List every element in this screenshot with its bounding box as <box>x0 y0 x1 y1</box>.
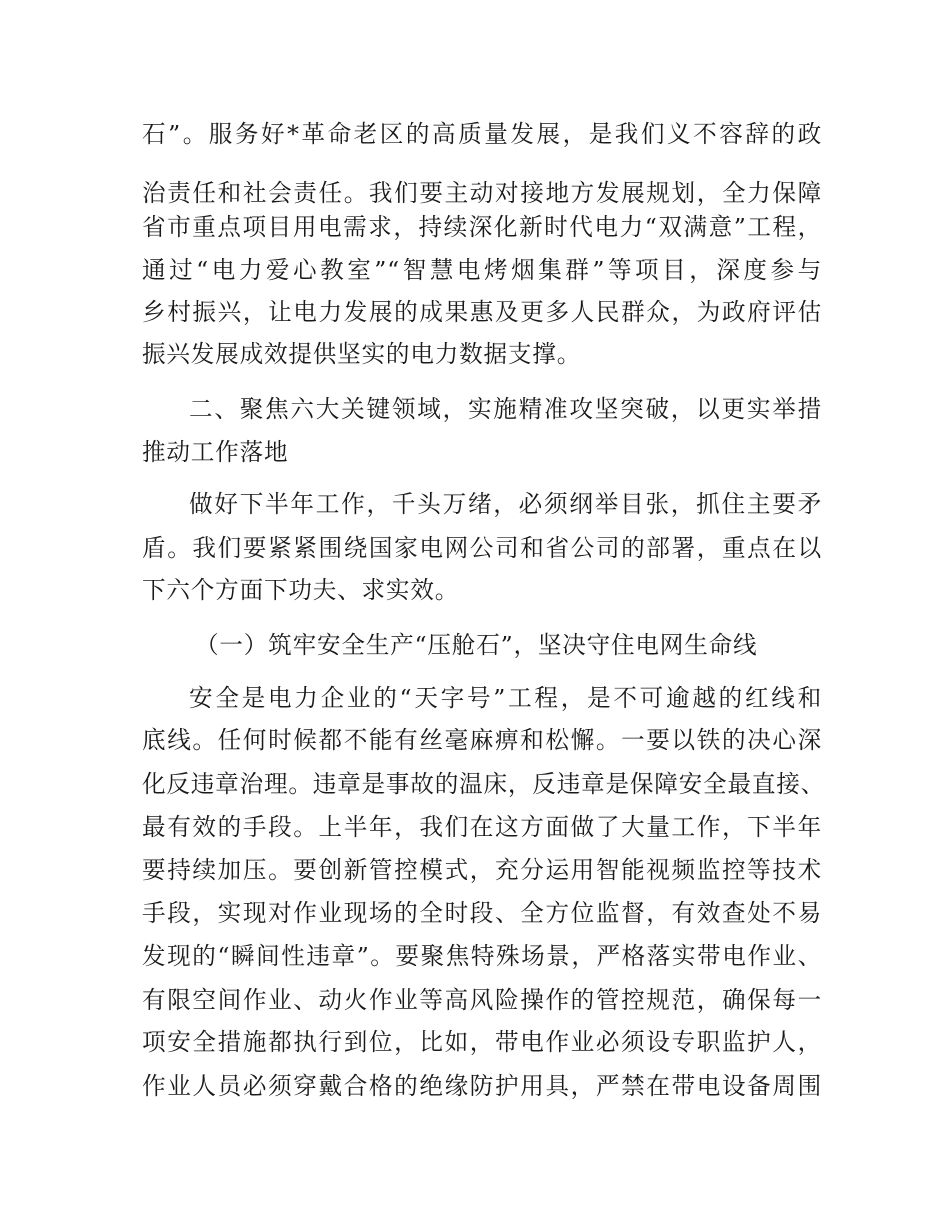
text-line: 发现的“瞬间性违章”。要聚焦特殊场景，严格落实带电作业、 <box>142 942 822 970</box>
section-heading: 推动工作落地 <box>142 438 289 466</box>
text-line: 下六个方面下功夫、求实效。 <box>142 576 460 604</box>
text-line: 化反违章治理。违章是事故的温床，反违章是保障安全最直接、 <box>142 770 826 798</box>
text-line: 做好下半年工作，千头万绪，必须纲举目张，抓住主要矛 <box>189 490 822 518</box>
text-line: 项安全措施都执行到位，比如，带电作业必须设专职监护人， <box>142 1028 822 1056</box>
text-line: 最有效的手段。上半年，我们在这方面做了大量工作，下半年 <box>142 813 822 841</box>
text-line: 有限空间作业、动火作业等高风险操作的管控规范，确保每一 <box>142 986 822 1014</box>
text-line: 手段，实现对作业现场的全时段、全方位监督，有效查处不易 <box>142 899 822 927</box>
text-line: 治责任和社会责任。我们要主动对接地方发展规划，全力保障 <box>142 179 822 207</box>
text-line: 乡村振兴，让电力发展的成果惠及更多人民群众，为政府评估 <box>142 298 822 326</box>
text-line: 作业人员必须穿戴合格的绝缘防护用具，严禁在带电设备周围 <box>142 1072 822 1100</box>
text-line: 要持续加压。要创新管控模式，充分运用智能视频监控等技术 <box>142 856 822 884</box>
text-line: 底线。任何时候都不能有丝毫麻痹和松懈。一要以铁的决心深 <box>142 726 822 754</box>
text-line: 振兴发展成效提供坚实的电力数据支撑。 <box>142 340 582 368</box>
text-line: 石”。服务好*革命老区的高质量发展，是我们义不容辞的政 <box>142 120 822 148</box>
text-line: 盾。我们要紧紧围绕国家电网公司和省公司的部署，重点在以 <box>142 534 822 562</box>
text-line: 通过“电力爱心教室”“智慧电烤烟集群”等项目，深度参与 <box>142 256 822 284</box>
subsection-heading: （一）筑牢安全生产“压舱石”，坚决守住电网生命线 <box>195 631 758 659</box>
text-line: 安全是电力企业的“天字号”工程，是不可逾越的红线和 <box>189 684 822 712</box>
section-heading: 二、聚焦六大关键领域，实施精准攻坚突破，以更实举措 <box>189 395 822 423</box>
text-line: 省市重点项目用电需求，持续深化新时代电力“双满意”工程， <box>142 213 822 241</box>
